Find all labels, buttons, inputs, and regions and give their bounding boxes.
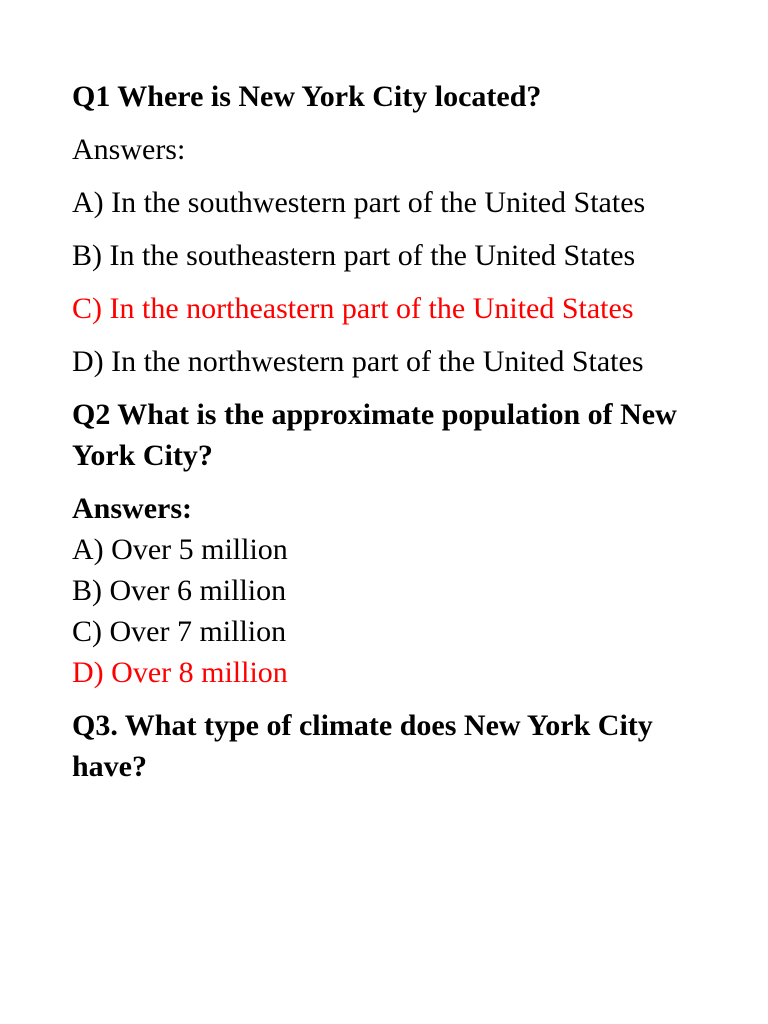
question-3-title: Q3. What type of climate does New York City have? bbox=[72, 709, 653, 783]
question-2-title: Q2 What is the approximate population of New York City? bbox=[72, 398, 677, 472]
question-1-title: Q1 Where is New York City located? bbox=[72, 80, 542, 113]
question-1-option-c-correct: C) In the northeastern part of the United States bbox=[72, 292, 634, 325]
quiz-document bbox=[72, 76, 702, 787]
question-2-option-c: C) Over 7 million bbox=[72, 615, 287, 648]
question-2-option-d-correct: D) Over 8 million bbox=[72, 656, 288, 689]
question-1-option-b: B) In the southeastern part of the United States bbox=[72, 239, 636, 272]
question-2-option-a: A) Over 5 million bbox=[72, 533, 288, 566]
question-1-option-d: D) In the northwestern part of the United States bbox=[72, 345, 644, 378]
question-2-option-b: B) Over 6 million bbox=[72, 574, 287, 607]
question-2-answers-label: Answers: bbox=[72, 492, 192, 525]
question-1-option-a: A) In the southwestern part of the United States bbox=[72, 186, 646, 219]
question-1-answers-label: Answers: bbox=[72, 133, 186, 166]
